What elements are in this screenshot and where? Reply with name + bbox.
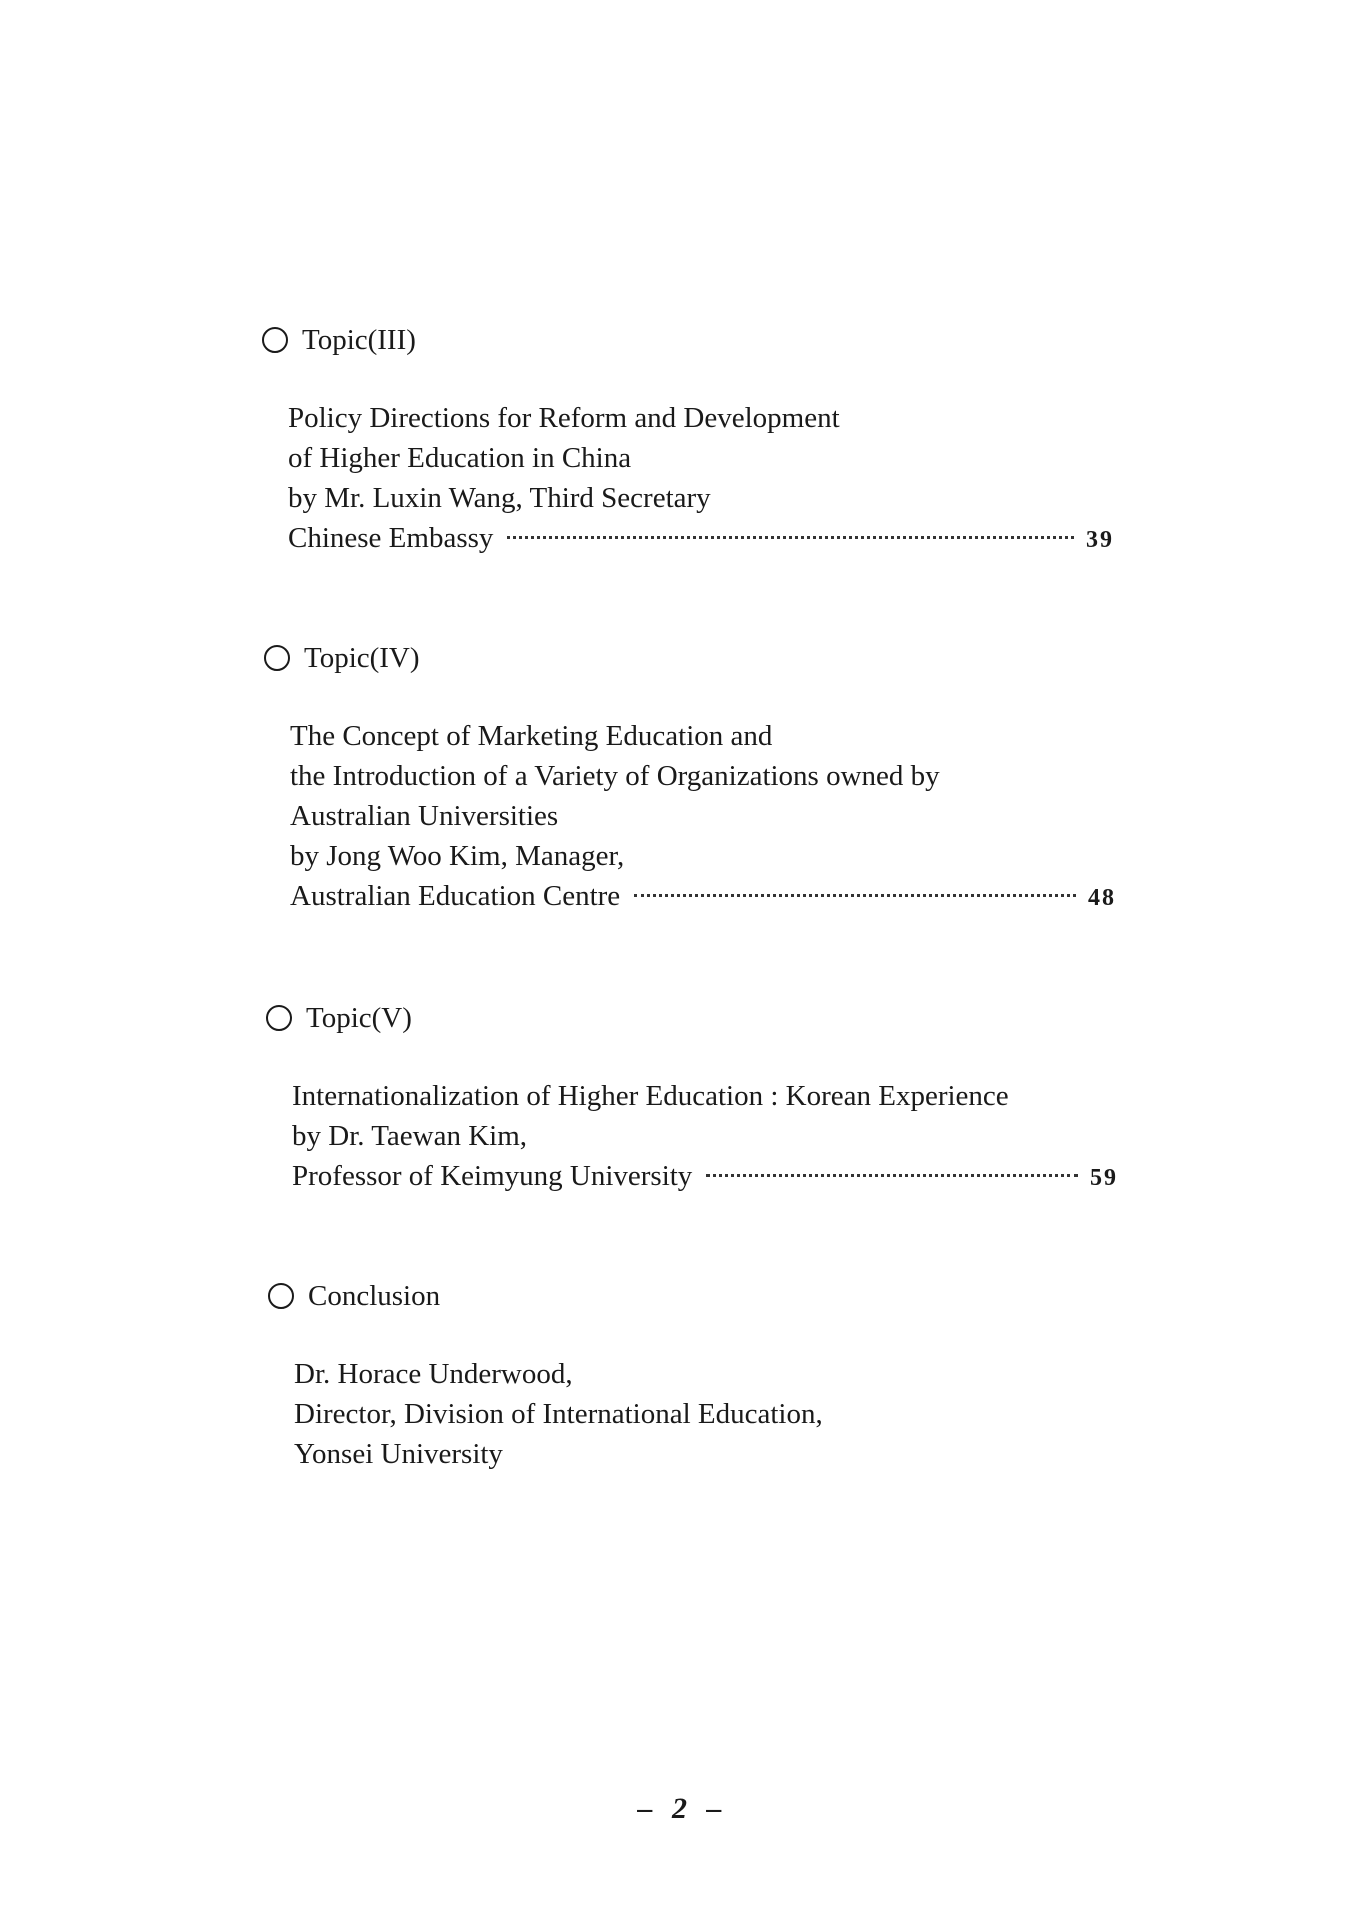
toc-section-conclusion	[268, 1276, 1128, 1474]
page-reference: 59	[1090, 1165, 1118, 1191]
entry-line: by Mr. Luxin Wang, Third Secretary	[288, 482, 711, 514]
entry-leader-line	[292, 1156, 1118, 1196]
section-heading-text: Topic(III)	[302, 324, 416, 356]
page-number: – 2 –	[637, 1792, 728, 1825]
section-heading	[262, 320, 1122, 360]
toc-entry	[288, 398, 1122, 558]
toc-section-topic-4	[264, 638, 1124, 916]
section-heading-text: Conclusion	[308, 1280, 441, 1312]
section-heading	[264, 638, 1124, 678]
entry-line: Professor of Keimyung University	[292, 1160, 693, 1192]
entry-line: Yonsei University	[294, 1438, 503, 1470]
entry-line: Australian Education Centre	[290, 880, 621, 912]
entry-leader-line	[290, 876, 1116, 916]
entry-line: Internationalization of Higher Education : Korean Experience	[292, 1080, 1009, 1112]
circle-bullet-icon	[266, 1005, 292, 1031]
entry-line: The Concept of Marketing Education and	[290, 720, 773, 752]
circle-bullet-icon	[264, 645, 290, 671]
section-heading-text: Topic(IV)	[304, 642, 420, 674]
entry-line: by Jong Woo Kim, Manager,	[290, 840, 625, 872]
toc-entry	[292, 1076, 1126, 1196]
dot-leader	[706, 1174, 1078, 1177]
section-heading	[268, 1276, 1128, 1316]
entry-line: by Dr. Taewan Kim,	[292, 1120, 528, 1152]
section-heading-text: Topic(V)	[306, 1002, 412, 1034]
circle-bullet-icon	[262, 327, 288, 353]
entry-line: Chinese Embassy	[288, 522, 494, 554]
section-heading	[266, 998, 1126, 1038]
toc-section-topic-3	[262, 320, 1122, 558]
dot-leader	[634, 894, 1076, 897]
dot-leader	[507, 536, 1074, 539]
entry-line: Director, Division of International Education,	[294, 1398, 823, 1430]
page-reference: 39	[1086, 527, 1114, 553]
toc-entry	[294, 1354, 1128, 1474]
entry-leader-line	[288, 518, 1114, 558]
page-reference: 48	[1088, 885, 1116, 911]
entry-line: the Introduction of a Variety of Organizations owned by	[290, 760, 940, 792]
circle-bullet-icon	[268, 1283, 294, 1309]
entry-line: of Higher Education in China	[288, 442, 632, 474]
toc-section-topic-5	[266, 998, 1126, 1196]
entry-line: Policy Directions for Reform and Development	[288, 402, 840, 434]
entry-line: Australian Universities	[290, 800, 559, 832]
toc-entry	[290, 716, 1124, 916]
entry-line: Dr. Horace Underwood,	[294, 1358, 573, 1390]
